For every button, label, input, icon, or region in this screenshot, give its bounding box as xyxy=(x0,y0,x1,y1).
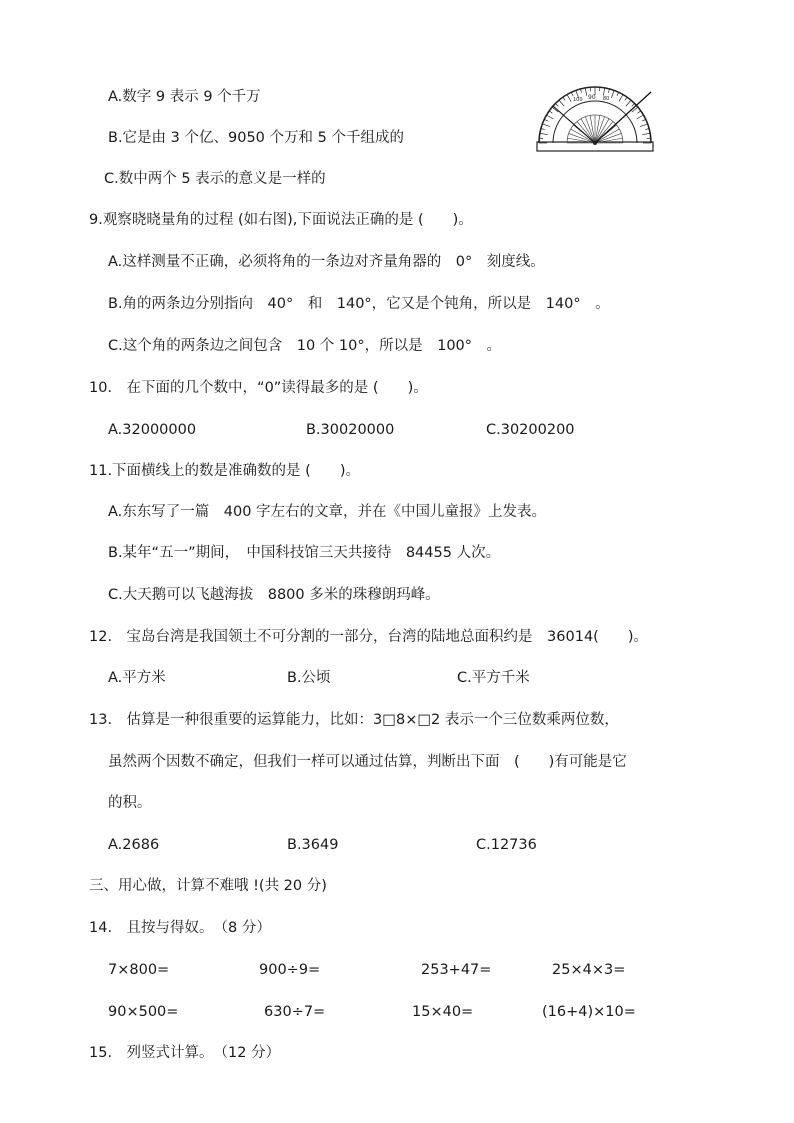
q12-option-c: C.平方千米 xyxy=(457,670,530,686)
q13-stem-line3: 的积。 xyxy=(108,795,152,811)
protractor-tick xyxy=(642,133,650,134)
q9-option-b: B.角的两条边分别指向 40° 和 140°，它又是个钝角，所以是 140° 。 xyxy=(108,296,610,312)
protractor-tick xyxy=(559,100,564,106)
q14-calc-3: 253+47= xyxy=(421,962,492,978)
protractor-label-90: 90 xyxy=(588,94,596,101)
q8-option-c: C.数中两个 5 表示的意义是一样的 xyxy=(104,171,326,187)
protractor-tick xyxy=(640,124,648,127)
protractor-tick xyxy=(608,89,609,93)
q9-stem: 9.观察晓晓量角的过程 (如右图),下面说法正确的是 ( )。 xyxy=(89,212,473,228)
q10-stem: 10. 在下面的几个数中，“0”读得最多的是 ( )。 xyxy=(89,380,428,396)
q9-option-a: A.这样测量不正确，必须将角的一条边对齐量角器的 0° 刻度线。 xyxy=(108,254,545,270)
protractor-tick xyxy=(626,100,631,106)
q14-calc-2: 900÷9= xyxy=(259,962,321,978)
protractor-tick xyxy=(625,97,627,100)
protractor-tick xyxy=(541,129,545,130)
protractor-tick xyxy=(567,95,571,102)
q10-option-c: C.30200200 xyxy=(486,422,575,438)
protractor-tick xyxy=(645,129,649,130)
protractor-tick xyxy=(603,88,604,96)
q14-calc-5: 90×500= xyxy=(108,1004,179,1020)
q11-option-c: C.大天鹅可以飞越海拔 8800 多米的珠穆朗玛峰。 xyxy=(108,587,440,603)
protractor-tick xyxy=(585,88,586,96)
protractor-tick xyxy=(632,107,638,112)
q14-calc-1: 7×800= xyxy=(108,962,170,978)
protractor-label-100: 100 xyxy=(573,97,583,103)
protractor-tick xyxy=(581,89,582,93)
q13-stem-line2: 虽然两个因数不确定，但我们一样可以通过估算，判断出下面 ( )有可能是它 xyxy=(108,754,627,770)
q13-option-a: A.2686 xyxy=(108,837,160,853)
protractor-tick xyxy=(571,92,573,96)
q13-stem-line1: 13. 估算是一种很重要的运算能力，比如：3□8×□2 表示一个三位数乘两位数， xyxy=(89,712,619,728)
protractor-image xyxy=(533,86,659,156)
q8-option-a: A.数字 9 表示 9 个千万 xyxy=(108,89,261,105)
q13-option-b: B.3649 xyxy=(287,837,339,853)
q11-option-b: B.某年“五一”期间， 中国科技馆三天共接待 84455 人次。 xyxy=(108,545,501,561)
protractor-tick xyxy=(642,119,646,121)
protractor-tick xyxy=(540,133,548,134)
protractor-tick xyxy=(563,97,565,100)
protractor-tick xyxy=(547,115,554,119)
protractor-tick xyxy=(617,92,619,96)
q12-stem: 12. 宝岛台湾是我国领土不可分割的一部分，台湾的陆地总面积约是 36014( )。 xyxy=(89,629,648,645)
q14-calc-6: 630÷7= xyxy=(264,1004,326,1020)
protractor-tick xyxy=(555,103,558,106)
protractor-tick xyxy=(638,111,641,113)
q14-calc-4: 25×4×3= xyxy=(552,962,626,978)
q13-option-c: C.12736 xyxy=(476,837,537,853)
q12-option-b: B.公顷 xyxy=(287,670,331,686)
q14-stem: 14. 且按与得奴。 （8 分） xyxy=(89,920,271,936)
protractor-tick xyxy=(544,119,548,121)
q9-option-c: C.这个角的两条边之间包含 10 个 10°，所以是 100° 。 xyxy=(108,338,502,354)
protractor-tick xyxy=(637,115,644,119)
q10-option-b: B.30020000 xyxy=(306,422,395,438)
protractor-tick xyxy=(632,103,635,106)
q8-option-b: B.它是由 3 个亿、9050 个万和 5 个千组成的 xyxy=(108,130,404,146)
protractor-tick xyxy=(549,111,552,113)
q14-calc-8: (16+4)×10= xyxy=(542,1004,636,1020)
q10-option-a: A.32000000 xyxy=(108,422,197,438)
q11-option-a: A.东东写了一篇 400 字左右的文章，并在《中国儿童报》上发表。 xyxy=(108,504,547,520)
q12-option-a: A.平方米 xyxy=(108,670,166,686)
section3-title: 三、用心做，计算不难哦 !(共 20 分) xyxy=(89,878,327,894)
q14-calc-7: 15×40= xyxy=(412,1004,474,1020)
q15-stem: 15. 列竖式计算。 （12 分） xyxy=(89,1045,281,1061)
protractor-label-80: 80 xyxy=(603,96,610,102)
protractor-tick xyxy=(611,90,614,98)
q11-stem: 11.下面横线上的数是准确数的是 ( )。 xyxy=(89,463,360,479)
protractor-tick xyxy=(542,124,550,127)
protractor-tick xyxy=(619,95,623,102)
